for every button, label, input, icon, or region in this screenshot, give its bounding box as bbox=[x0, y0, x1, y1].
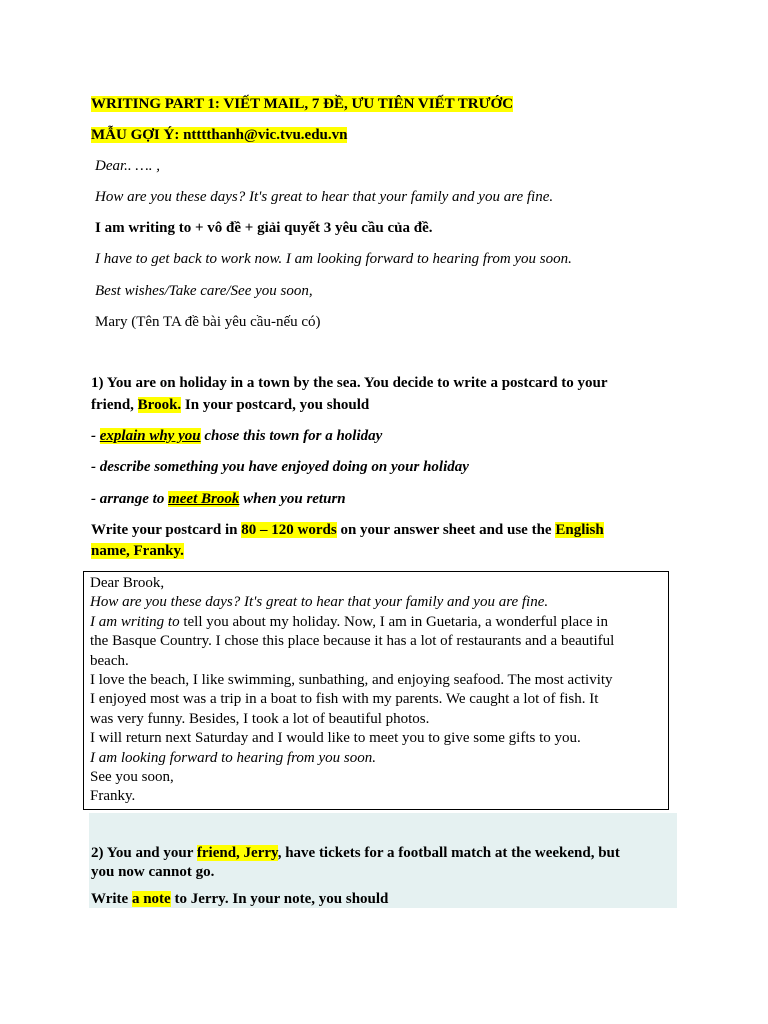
sample-letter-box bbox=[83, 571, 669, 810]
letter-line-11: See you soon, bbox=[90, 769, 174, 785]
task1-prompt-line2 bbox=[91, 396, 369, 415]
template-opening: How are you these days? It's great to hear that your family and you are fine. bbox=[95, 189, 554, 205]
task1-bullet-3 bbox=[91, 490, 346, 509]
doc-title-text: WRITING PART 1: VIẾT MAIL, 7 ĐỀ, ƯU TIÊN VIẾT TRƯỚC bbox=[91, 96, 514, 112]
task2-line-1-pre: 2) You and your bbox=[91, 845, 197, 861]
task1-instr-pre: Write your postcard in bbox=[91, 522, 242, 538]
task2-line-3-pre: Write bbox=[91, 891, 132, 907]
template-body: I am writing to + vô đề + giải quyết 3 yêu cầu của đề. bbox=[95, 220, 433, 236]
doc-title bbox=[91, 95, 513, 114]
task1-instr-name-2: name, Franky. bbox=[91, 543, 184, 559]
letter-line-1: Dear Brook, bbox=[90, 575, 165, 591]
task1-bullet-3-post: when you return bbox=[239, 491, 346, 507]
task1-bullet-1-rest: chose this town for a holiday bbox=[200, 428, 383, 444]
letter-line-8: was very funny. Besides, I took a lot of beautiful photos. bbox=[90, 711, 430, 727]
letter-line-5: beach. bbox=[90, 653, 129, 669]
task1-instr-mid: on your answer sheet and use the bbox=[336, 522, 556, 538]
letter-line-10: I am looking forward to hearing from you soon. bbox=[90, 750, 376, 766]
task1-bullet-1-dash: - bbox=[91, 428, 100, 444]
task2-line-3-post: to Jerry. In your note, you should bbox=[170, 891, 389, 907]
task2-line-1 bbox=[91, 844, 620, 863]
task1-prompt-line1: 1) You are on holiday in a town by the sea. You decide to write a postcard to your bbox=[91, 375, 608, 391]
task1-word-count: 80 – 120 words bbox=[241, 522, 337, 538]
task2-line-2: you now cannot go. bbox=[91, 864, 215, 880]
task1-bullet-3-pre: - arrange to bbox=[91, 491, 169, 507]
letter-line-3 bbox=[90, 613, 608, 632]
task1-instruction-line1 bbox=[91, 521, 604, 540]
task2-line-3 bbox=[91, 890, 388, 909]
template-name: Mary (Tên TA đề bài yêu cầu-nếu có) bbox=[95, 314, 321, 330]
task1-bullet-1-highlight: explain why you bbox=[99, 428, 201, 444]
template-signoff: Best wishes/Take care/See you soon, bbox=[95, 283, 313, 299]
task1-friend-name: Brook. bbox=[137, 397, 182, 413]
sample-label bbox=[91, 126, 347, 145]
letter-line-4: the Basque Country. I chose this place because it has a lot of restaurants and a beautiful bbox=[90, 633, 615, 649]
letter-line-12: Franky. bbox=[90, 788, 136, 804]
letter-line-2: How are you these days? It's great to hear that your family and you are fine. bbox=[90, 594, 549, 610]
letter-line-3-italic: I am writing to bbox=[90, 614, 180, 630]
task1-prompt-line2-post: In your postcard, you should bbox=[181, 397, 370, 413]
task2-friend-name: friend, Jerry bbox=[196, 845, 278, 861]
task1-instruction-line2 bbox=[91, 542, 184, 561]
task1-bullet-2: - describe something you have enjoyed doing on your holiday bbox=[91, 459, 469, 475]
letter-line-9: I will return next Saturday and I would like to meet you to give some gifts to you. bbox=[90, 730, 581, 746]
sample-label-text: MẪU GỢI Ý: ntttthanh@vic.tvu.edu.vn bbox=[91, 127, 348, 143]
letter-line-3-rest: tell you about my holiday. Now, I am in Guetaria, a wonderful place in bbox=[179, 614, 608, 630]
letter-line-6: I love the beach, I like swimming, sunbathing, and enjoying seafood. The most activity bbox=[90, 672, 613, 688]
task2-line-1-post: , have tickets for a football match at the weekend, but bbox=[277, 845, 620, 861]
task2-note-highlight: a note bbox=[131, 891, 171, 907]
task1-bullet-1 bbox=[91, 427, 382, 446]
template-greeting: Dear.. …. , bbox=[95, 158, 161, 174]
template-closing: I have to get back to work now. I am looking forward to hearing from you soon. bbox=[95, 251, 572, 267]
task1-prompt-line2-pre: friend, bbox=[91, 397, 138, 413]
task1-bullet-3-highlight: meet Brook bbox=[168, 491, 240, 507]
letter-line-7: I enjoyed most was a trip in a boat to fish with my parents. We caught a lot of fish. It bbox=[90, 691, 599, 707]
task1-instr-name-1: English bbox=[555, 522, 604, 538]
